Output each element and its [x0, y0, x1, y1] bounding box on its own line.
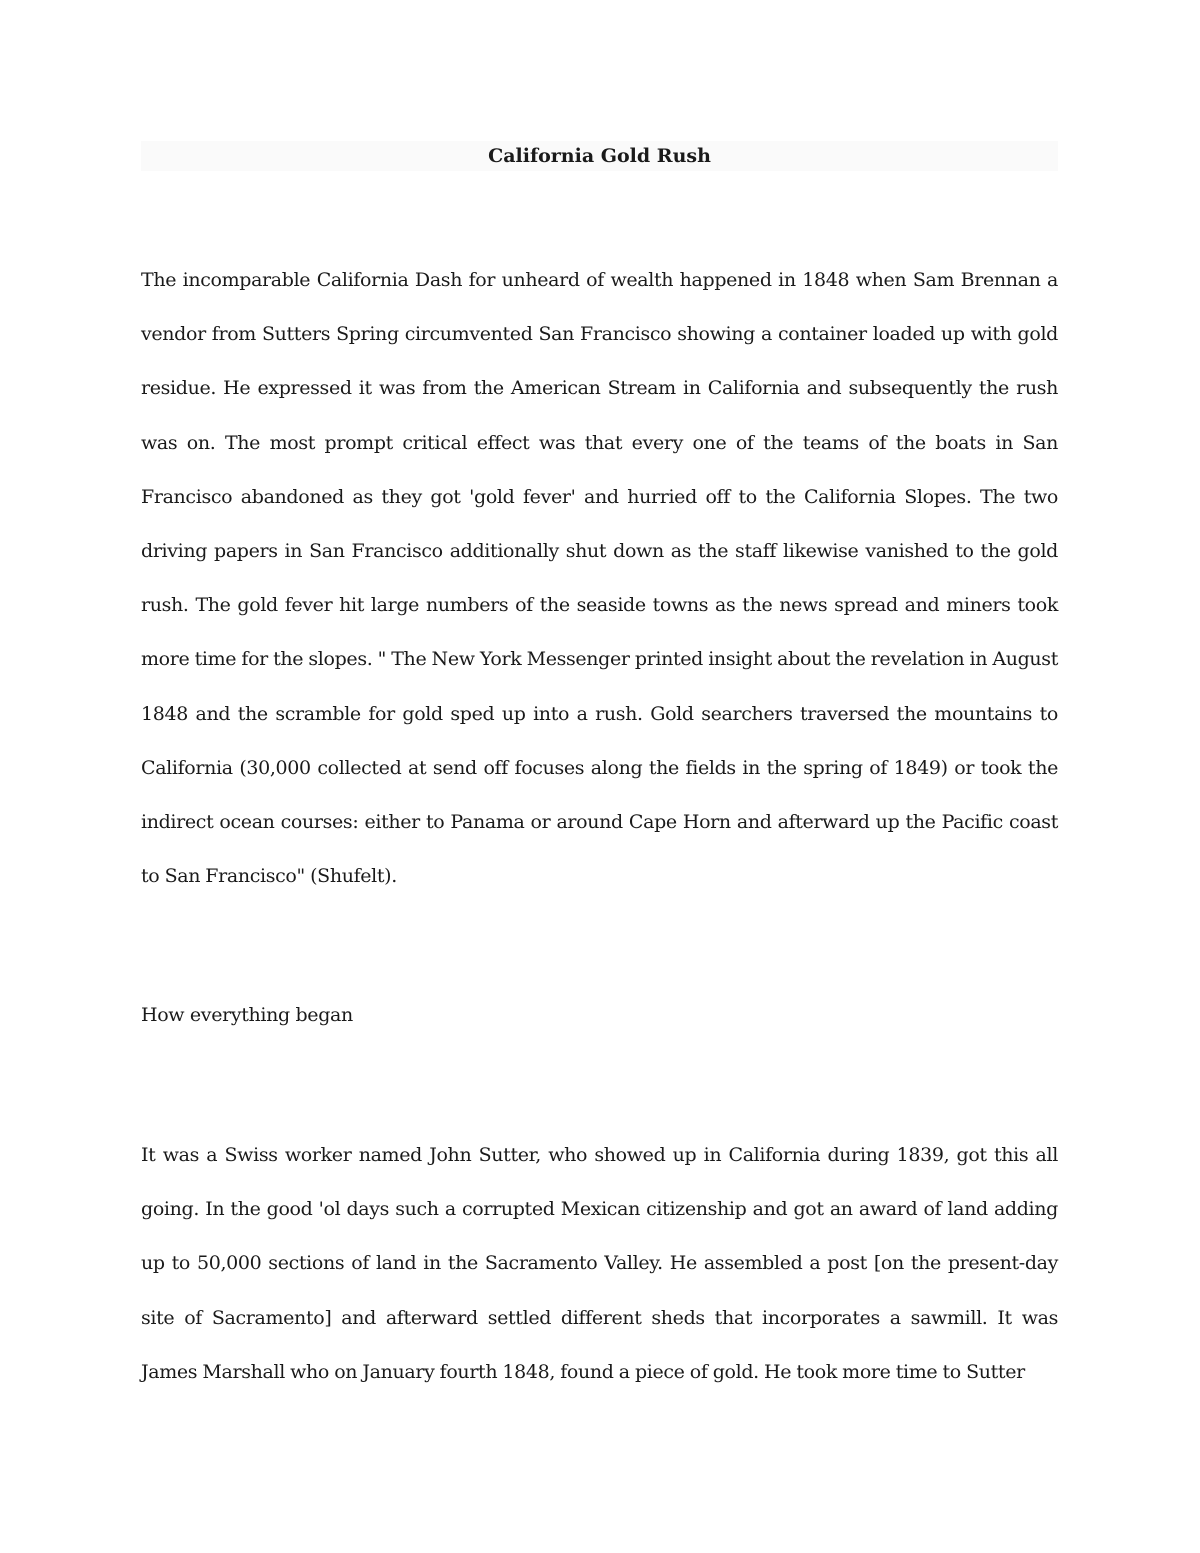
paragraph-intro: The incomparable California Dash for unheard of wealth happened in 1848 when Sam Brennan a vendor from Sutters Spring circumvented San Francisco showing a container loaded up with gold residue. He expressed it was from the American Stream in California and subsequently the rush was on. The most prompt critical effect was that every one of the teams of the boats in San Francisco abandoned as they got 'gold fever' and hurried off to the California Slopes. The two driving papers in San Francisco additionally shut down as the staff likewise vanished to the gold rush. The gold fever hit large numbers of the seaside towns as the news spread and miners took more time for the slopes. " The New York Messenger printed insight about the revelation in August 1848 and the scramble for gold sped up into a rush. Gold searchers traversed the mountains to California (30,000 collected at send off focuses along the fields in the spring of 1849) or took the indirect ocean courses: either to Panama or around Cape Horn and afterward up the Pacific coast to San Francisco" (Shufelt). [141, 269, 1058, 888]
paragraph-beginning: It was a Swiss worker named John Sutter, who showed up in California during 1839, got this all going. In the good 'ol days such a corrupted Mexican citizenship and got an award of land adding up to 50,000 sections of land in the Sacramento Valley. He assembled a post [on the present-day site of Sacramento] and afterward settled different sheds that incorporates a sawmill. It was James Marshall who on January fourth 1848, found a piece of gold. He took more time to Sutter [141, 1144, 1058, 1383]
document-title: California Gold Rush [488, 145, 711, 167]
section-heading: How everything began [141, 1004, 353, 1026]
